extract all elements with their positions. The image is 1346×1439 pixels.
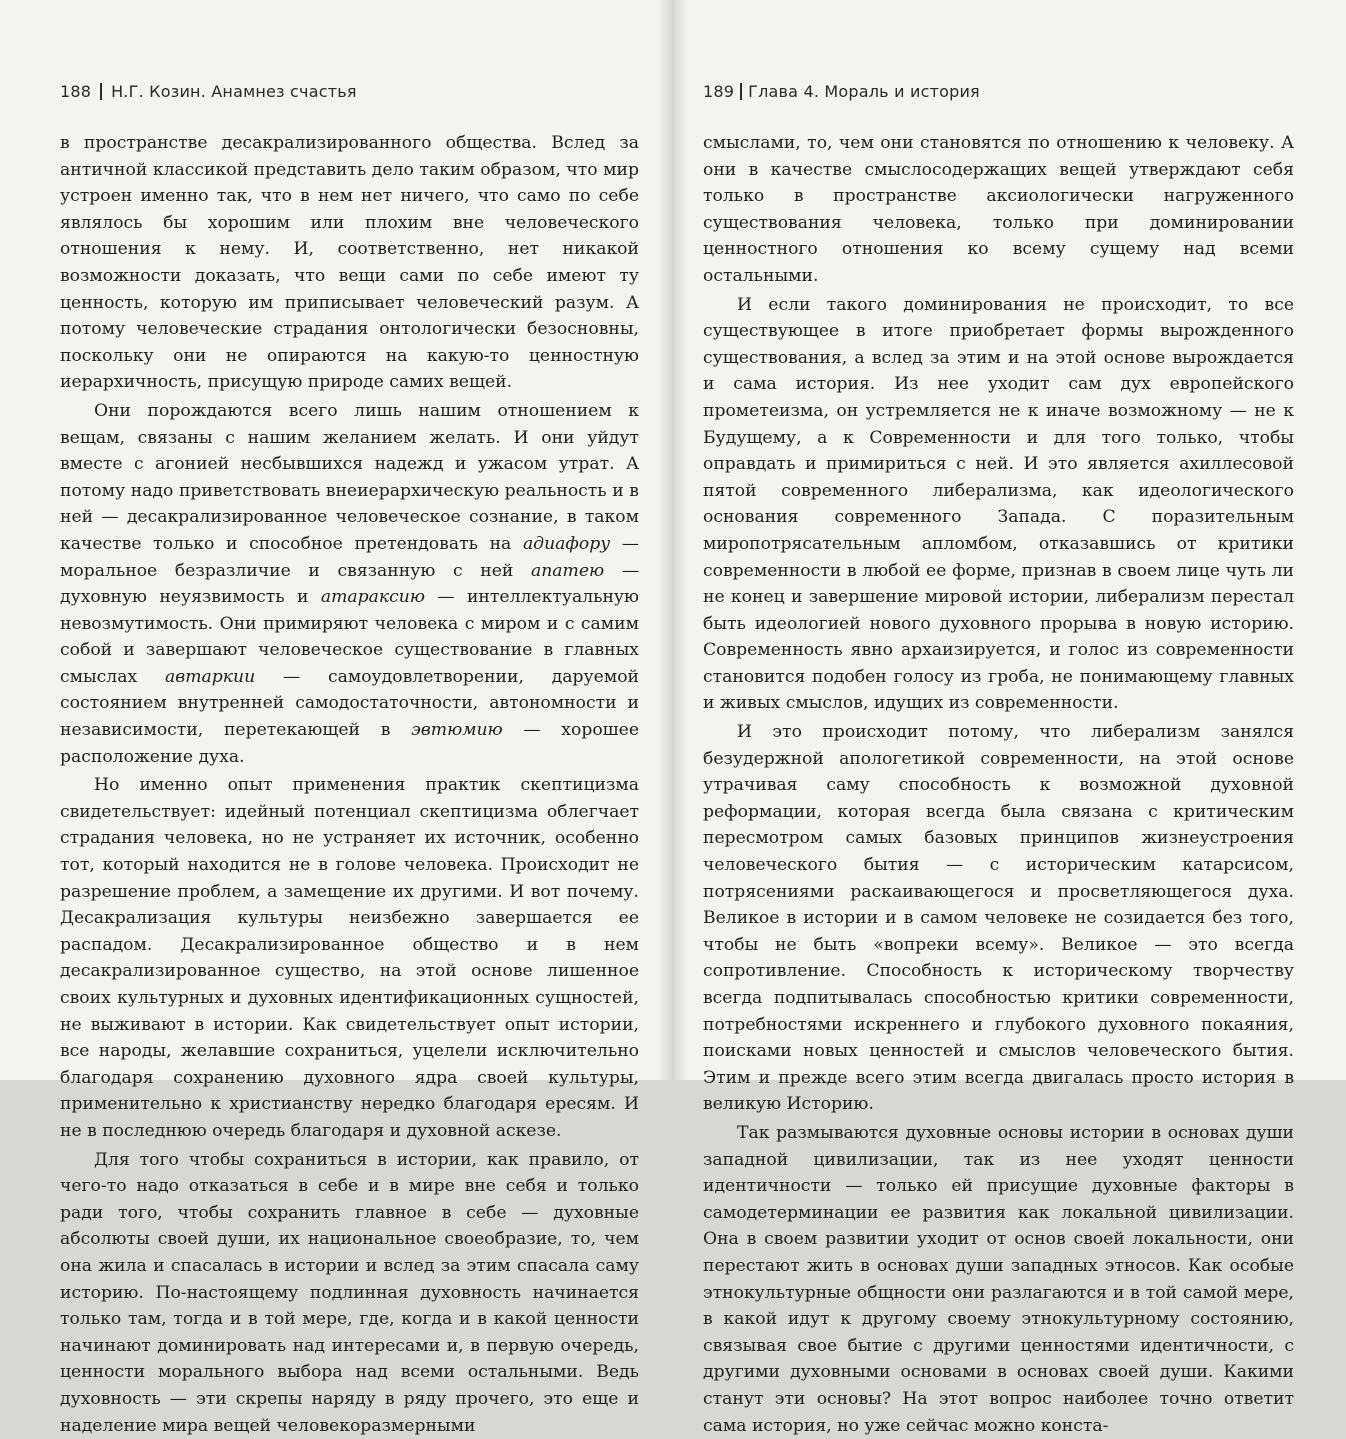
paragraph: Для того чтобы сохраниться в истории, как правило, от чего-то надо отказаться в себе и в мире вне себя и только ради того, чтобы сохранить главное в себе — духовные абсолюты своей души, их национальное своеобразие, то, чем она жила и спасалась в истории и вслед за этим спасала саму историю. По-настоящему подлинная духовность начинается только там, тогда и в той мере, где, когда и в какой ценности начинают доминировать над интересами и, в первую очередь, ценности морального выбора над всеми остальными. Ведь духовность — эти скрепы наряду в ряду прочего, это еще и наделение мира вещей человекоразмерными xyxy=(60,1149,639,1436)
left-page xyxy=(0,0,673,1436)
left-running-head xyxy=(60,82,639,106)
paragraph: Они порождаются всего лишь нашим отношением к вещам, связаны с нашим желанием желать. И они уйдут вместе с агонией несбывшихся надежд и ужасом утрат. А потому надо приветствовать внеиерархическую реальность и в ней — десакрализированное человеческое сознание, в таком качестве только и способное претендовать на адиафору — моральное безразличие и связанную с ней апатею — духовную неуязвимость и атараксию — интеллектуальную невозмутимость. Они примиряют человека с миром и с самим собой и завершают человеческое существование в главных смыслах автаркии — самоудовлетворении, даруемой состоянием внутренней самодостаточности, автономности и независимости, перетекающей в эвтюмию — хорошее расположение духа. xyxy=(60,400,640,767)
left-page-number: 188 xyxy=(60,82,92,101)
term-adiafora: адиафору xyxy=(522,533,611,554)
right-page-number: 189 xyxy=(703,82,735,101)
header-divider xyxy=(740,83,742,100)
left-body-text xyxy=(60,130,639,1439)
left-running-title: Н.Г. Козин. Анамнез счастья xyxy=(111,82,357,101)
right-running-title: Глава 4. Мораль и история xyxy=(748,82,980,101)
term-avtarkiya: автаркии xyxy=(164,666,256,687)
header-divider xyxy=(100,83,102,100)
paragraph: Так размываются духовные основы истории в основах души западной цивилизации, так из нее уходят ценности идентичности — только ей присущие духовные факторы в самодетерминации ее развития как локальной цивилизации. Она в своем развитии уходит от основ своей локальности, они перестают жить в основах души западных этносов. Как особые этнокультурные общности они разлагаются и в той самой мере, в какой идут к другому своему этнокультурному состоянию, связывая свое бытие с другими ценностями идентичности, с другими духовными основами в основах своей души. Какими станут эти основы? На этот вопрос наиболее точно ответит сама история, но уже сейчас можно конста- xyxy=(703,1122,1294,1436)
term-ataraksiya: атараксию xyxy=(320,587,426,608)
right-running-head xyxy=(703,82,1294,106)
paragraph: в пространстве десакрализированного общества. Вслед за античной классикой представить дело таким образом, что мир устроен именно так, что в нем нет ничего, что само по себе являлось бы хорошим или плохим вне человеческого отношения к нему. И, соответственно, нет никакой возможности доказать, что вещи сами по себе имеют ту ценность, которую им приписывает человеческий разум. А потому человеческие страдания онтологически безосновны, поскольку они не опираются на какую-то ценностную иерархичность, присущую природе самих вещей. xyxy=(60,133,639,393)
paragraph: И это происходит потому, что либерализм занялся безудержной апологетикой современности, на этой основе утрачивая саму способность к возможной духовной реформации, которая всегда была связана с критическим пересмотром самых базовых принципов жизнеустроения человеческого бытия — с историческим катарсисом, потрясениями раскаивающегося и просветляющегося духа. Великое в истории и в самом человеке не созидается без того, чтобы не быть «вопреки всему». Великое — это всегда сопротивление. Способность к историческому творчеству всегда подпитывалась способностью критики современности, потребностями искреннего и глубокого духовного покаяния, поисками новых ценностей и смыслов человеческого бытия. Этим и прежде всего этим всегда двигалась просто история в великую Историю. xyxy=(703,722,1294,1115)
paragraph: И если такого доминирования не происходит, то все существующее в итоге приобретает формы вырожденного существования, а вслед за этим и на этой основе вырождается и сама история. Из нее уходит сам дух европейского прометеизма, он устремляется не к иначе возможному — не к Будущему, а к Современности и для того только, чтобы оправдать и примириться с ней. И это является ахиллесовой пятой современного либерализма, как идеологического основания современного Запада. С поразительным миропотрясательным апломбом, отказавшись от критики современности в любой ее форме, признав в своем лице чуть ли не конец и завершение мировой истории, либерализм перестал быть идеологией нового духовного прорыва в новую историю. Современность явно архаизируется, и голос из современности становится подобен голосу из гроба, не понимающему главных и живых смыслов, идущих из современности. xyxy=(703,294,1294,714)
term-apateya: апатею xyxy=(530,560,605,581)
paragraph: смыслами, то, чем они становятся по отношению к человеку. А они в качестве смыслосодержащих вещей утверждают себя только в пространстве аксиологически нагруженного существования человека, только при доминировании ценностного отношения ко всему сущему над всеми остальными. xyxy=(703,133,1294,286)
right-page xyxy=(673,0,1346,1436)
term-evtyumiya: эвтюмию xyxy=(411,720,503,741)
paragraph: Но именно опыт применения практик скептицизма свидетельствует: идейный потенциал скептицизма облегчает страдания человека, но не устраняет их источник, особенно тот, который находится не в голове человека. Происходит не разрешение проблем, а замещение их другими. И вот почему. Десакрализация культуры неизбежно завершается ее распадом. Десакрализированное общество и в нем десакрализированное существо, на этой основе лишенное своих культурных и духовных идентификационных сущностей, не выживают в истории. Как свидетельствует опыт истории, все народы, желавшие сохраниться, уцелели исключительно благодаря сохранению духовного ядра своей культуры, применительно к христианству нередко благодаря ересям. И не в последнюю очередь благодаря и духовной аскезе. xyxy=(60,775,639,1141)
right-body-text xyxy=(703,130,1294,1439)
